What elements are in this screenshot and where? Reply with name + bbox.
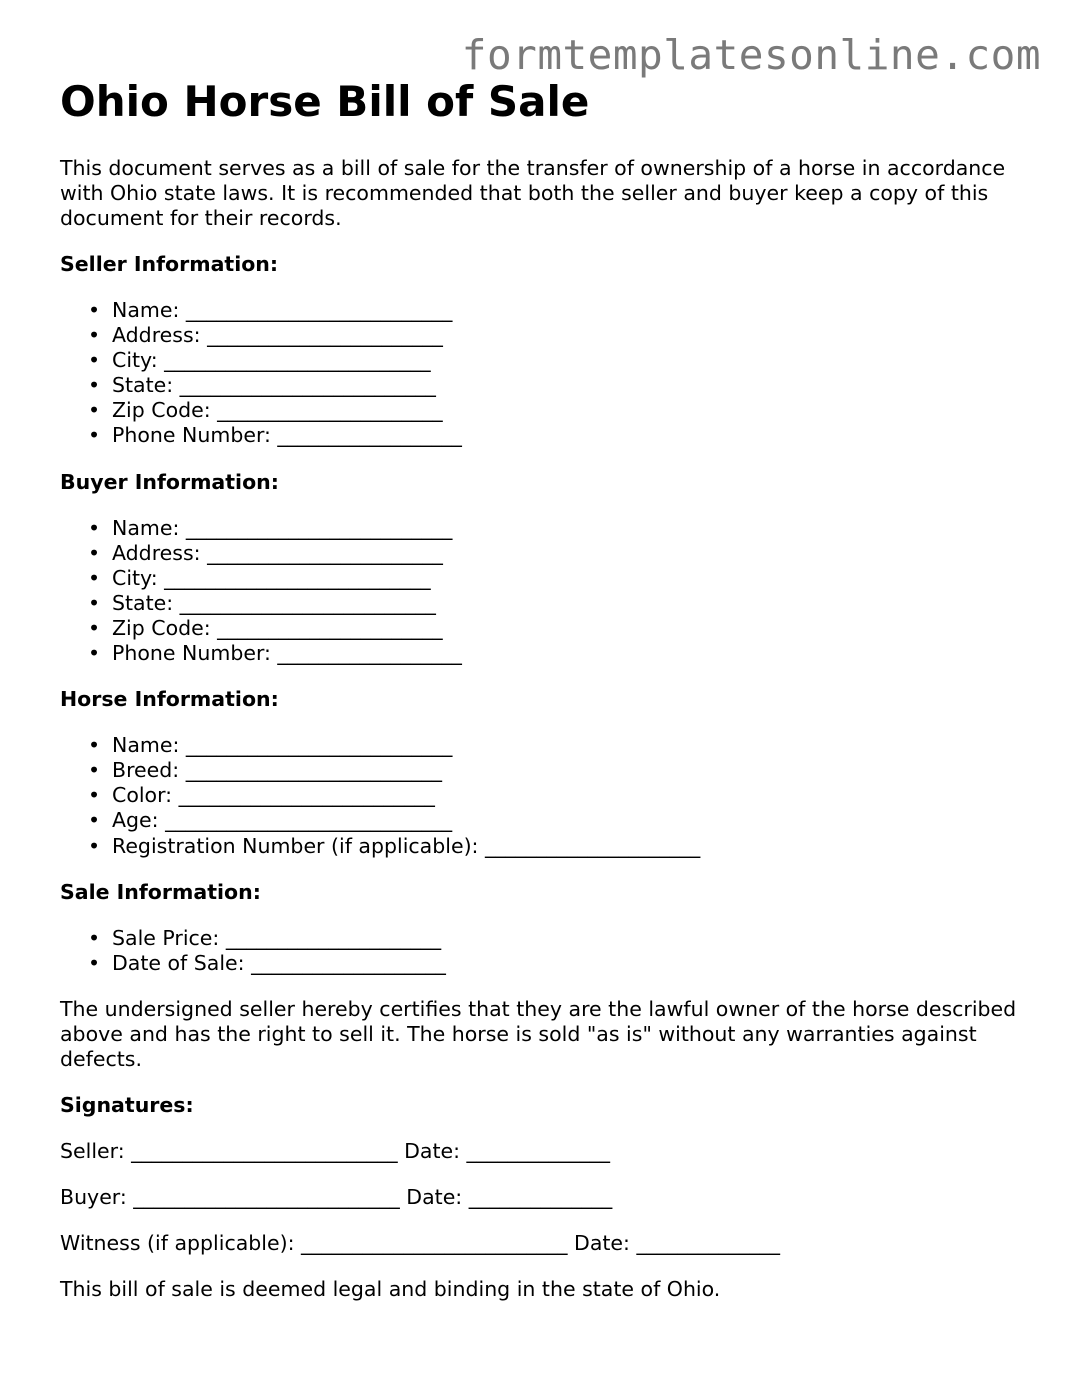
certification-paragraph: The undersigned seller hereby certifies that they are the lawful owner of the horse described above and has the right to sell it. The horse is sold "as is" without any warranties against defects. — [60, 996, 1017, 1071]
seller-signature-line: Seller: __________________________ Date: ______________ — [60, 1138, 611, 1163]
buyer-state-field: • State: _________________________ — [112, 591, 1030, 616]
seller-phone-field: • Phone Number: __________________ — [112, 423, 1030, 448]
seller-address-field: • Address: _______________________ — [112, 323, 1030, 348]
buyer-signature-line: Buyer: __________________________ Date: ______________ — [60, 1184, 613, 1209]
sale-price-field: • Sale Price: _____________________ — [112, 926, 1030, 951]
buyer-section-heading: Buyer Information: — [60, 469, 279, 494]
buyer-name-field: • Name: __________________________ — [112, 516, 1030, 541]
buyer-city-field: • City: __________________________ — [112, 566, 1030, 591]
seller-city-field: • City: __________________________ — [112, 348, 1030, 373]
seller-field-list — [60, 298, 1030, 449]
buyer-field-list — [60, 516, 1030, 667]
watermark-text: formtemplatesonline.com — [461, 31, 1041, 79]
witness-signature-line: Witness (if applicable): __________________________ Date: ______________ — [60, 1230, 780, 1255]
document-page — [60, 76, 1030, 1302]
sale-field-list — [60, 926, 1030, 976]
buyer-address-field: • Address: _______________________ — [112, 541, 1030, 566]
horse-field-list — [60, 733, 1030, 858]
horse-registration-field: • Registration Number (if applicable): _____________________ — [112, 834, 1030, 859]
seller-state-field: • State: _________________________ — [112, 373, 1030, 398]
buyer-zip-field: • Zip Code: ______________________ — [112, 616, 1030, 641]
horse-age-field: • Age: ____________________________ — [112, 808, 1030, 833]
document-title: Ohio Horse Bill of Sale — [60, 77, 590, 126]
seller-zip-field: • Zip Code: ______________________ — [112, 398, 1030, 423]
buyer-phone-field: • Phone Number: __________________ — [112, 641, 1030, 666]
closing-statement: This bill of sale is deemed legal and binding in the state of Ohio. — [60, 1276, 721, 1301]
horse-name-field: • Name: __________________________ — [112, 733, 1030, 758]
signatures-heading: Signatures: — [60, 1092, 194, 1117]
horse-section-heading: Horse Information: — [60, 687, 279, 712]
horse-color-field: • Color: _________________________ — [112, 783, 1030, 808]
horse-breed-field: • Breed: _________________________ — [112, 758, 1030, 783]
sale-date-field: • Date of Sale: ___________________ — [112, 951, 1030, 976]
seller-name-field: • Name: __________________________ — [112, 298, 1030, 323]
intro-paragraph: This document serves as a bill of sale for the transfer of ownership of a horse in accordance with Ohio state laws. It is recommended that both the seller and buyer keep a copy of this document for their records. — [60, 156, 1006, 230]
sale-section-heading: Sale Information: — [60, 879, 261, 904]
seller-section-heading: Seller Information: — [60, 252, 279, 276]
